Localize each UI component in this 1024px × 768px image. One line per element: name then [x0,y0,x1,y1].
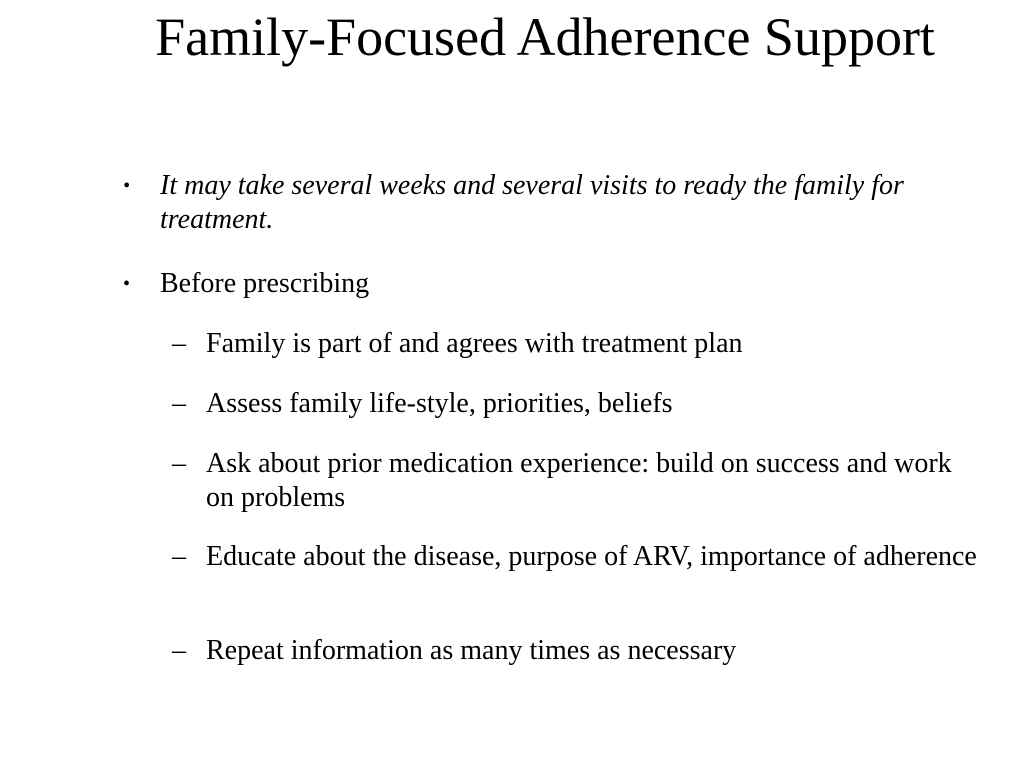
sub-bullet-item [172,634,986,668]
sub-bullet-text: Ask about prior medication experience: build on success and work on problems [206,448,952,513]
dash-marker: – [172,328,186,359]
bullet-item [123,267,960,301]
sub-bullet-text: Repeat information as many times as necessary [206,635,737,666]
dash-marker: – [172,635,186,666]
bullet-item [123,169,960,237]
sub-bullet-item [172,387,986,421]
dash-marker: – [172,448,186,479]
sub-bullet-text: Assess family life-style, priorities, beliefs [206,388,673,419]
sub-bullet-item [172,540,986,574]
dash-marker: – [172,388,186,419]
dash-marker: – [172,541,186,572]
sub-bullet-text: Family is part of and agrees with treatment plan [206,328,743,359]
bullet-text: It may take several weeks and several visits to ready the family for treatment. [160,170,904,235]
slide-title: Family-Focused Adherence Support [155,7,935,67]
bullet-marker: • [123,273,131,295]
sub-bullet-item [172,447,986,515]
sub-bullet-text: Educate about the disease, purpose of ARV, importance of adherence [206,541,977,572]
sub-bullet-item [172,327,986,361]
bullet-text: Before prescribing [160,268,370,299]
bullet-marker: • [123,175,131,197]
